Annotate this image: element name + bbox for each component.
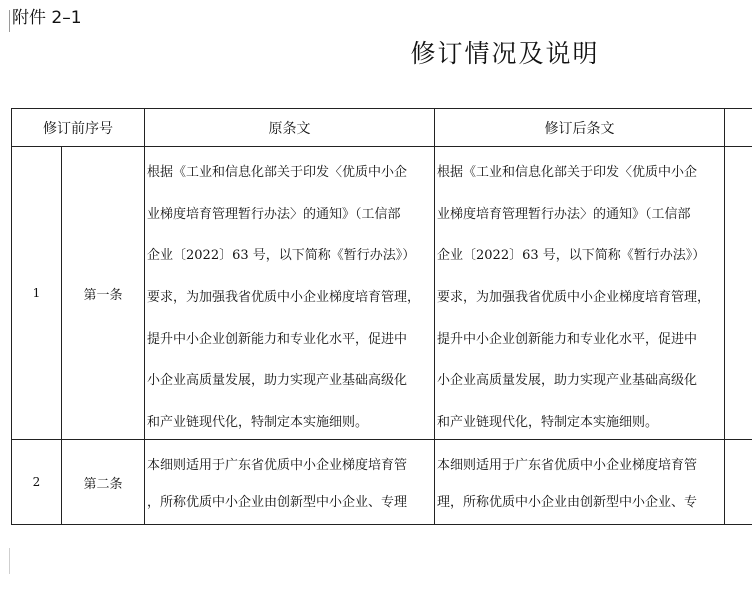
row-index: 2 (12, 440, 62, 525)
table-row (12, 440, 752, 525)
row-article: 第一条 (62, 147, 145, 440)
header-original: 原条文 (145, 109, 435, 147)
text-line: 和产业链现代化，特制定本实施细则。 (147, 415, 369, 431)
text-line: 和产业链现代化，特制定本实施细则。 (437, 415, 659, 431)
text-line: 根据《工业和信息化部关于印发〈优质中小企 (147, 165, 408, 180)
revision-table (11, 108, 752, 525)
text-line: ，所称优质中小企业由创新型中小企业、专理 (147, 495, 408, 510)
text-line: 要求，为加强我省优质中小企业梯度培育管理， (437, 290, 711, 306)
text-line: 小企业高质量发展，助力实现产业基础高级化 (147, 373, 408, 389)
original-text-cell (145, 147, 435, 440)
margin-line-top (9, 10, 10, 32)
attachment-label: 附件 2–1 (12, 8, 82, 28)
revised-text-cell (435, 147, 725, 440)
text-line: 提升中小企业创新能力和专业化水平，促进中 (437, 331, 698, 347)
header-seq: 修订前序号 (12, 109, 145, 147)
text-line: 小企业高质量发展，助力实现产业基础高级化 (437, 373, 698, 389)
text-line: 本细则适用于广东省优质中小企业梯度培育管 (147, 458, 408, 473)
text-line: 业梯度培育管理暂行办法〉的通知》（工信部 (437, 206, 691, 222)
text-line: 业梯度培育管理暂行办法〉的通知》（工信部 (147, 206, 401, 222)
table-row (12, 147, 752, 440)
text-line: 企业〔2022〕63 号，以下简称《暂行办法》） (147, 248, 416, 264)
document-title: 修订情况及说明 (410, 39, 600, 68)
text-line: 提升中小企业创新能力和专业化水平，促进中 (147, 331, 408, 347)
extra-cell (725, 147, 752, 440)
header-revised: 修订后条文 (435, 109, 725, 147)
row-article: 第二条 (62, 440, 145, 525)
text-line: 根据《工业和信息化部关于印发〈优质中小企 (437, 165, 698, 180)
revised-text-cell (435, 440, 725, 525)
table-header-row (12, 109, 752, 147)
text-line: 理，所称优质中小企业由创新型中小企业、专 (437, 495, 698, 510)
text-line: 要求，为加强我省优质中小企业梯度培育管理， (147, 290, 421, 306)
header-extra-cell (725, 109, 752, 147)
margin-line-bottom (9, 548, 10, 574)
text-line: 本细则适用于广东省优质中小企业梯度培育管 (437, 458, 698, 473)
extra-cell (725, 440, 752, 525)
original-text-cell (145, 440, 435, 525)
row-index: 1 (12, 147, 62, 440)
text-line: 企业〔2022〕63 号，以下简称《暂行办法》） (437, 248, 706, 264)
